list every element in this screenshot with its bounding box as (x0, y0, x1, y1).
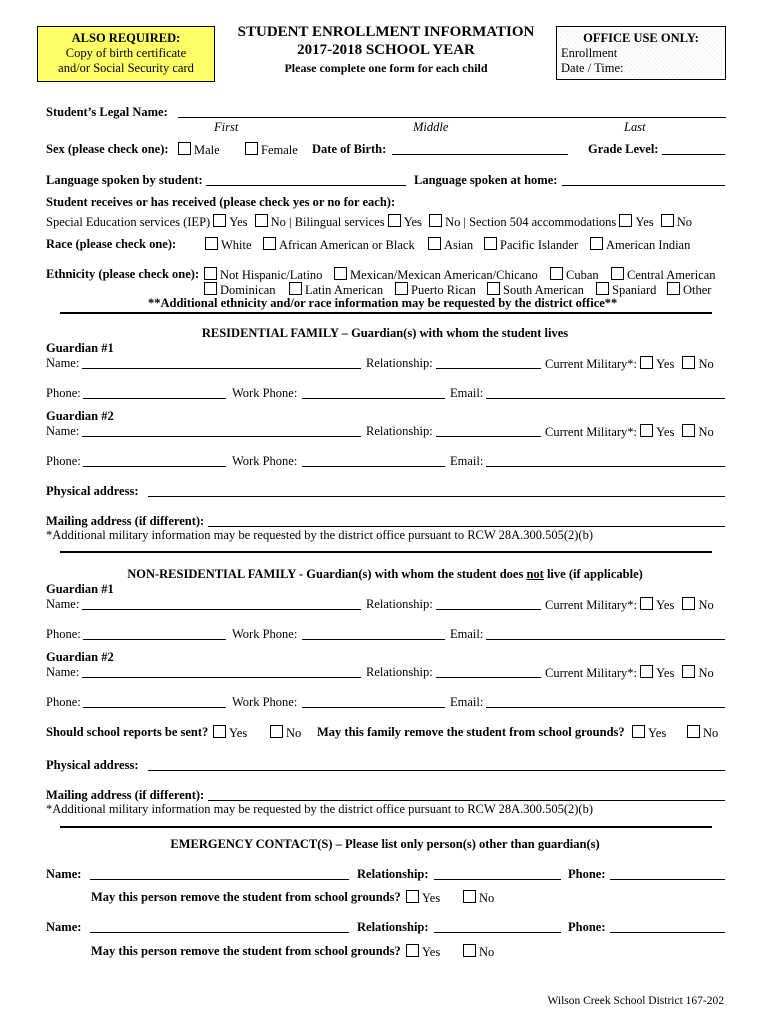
sped-yes-checkbox[interactable] (213, 214, 226, 227)
office-title: OFFICE USE ONLY: (583, 31, 699, 45)
sex-female (245, 142, 298, 158)
nonres-physical-label: Physical address: (46, 758, 139, 772)
ec2-relationship-field[interactable] (434, 932, 561, 933)
res-g2-name-label: Name: (46, 424, 80, 438)
eth-other-label: Other (683, 283, 712, 297)
res-physical-field[interactable] (148, 496, 725, 497)
res-g1-name-label: Name: (46, 356, 80, 370)
nonres-physical-field[interactable] (148, 770, 725, 771)
bilingual-no-checkbox[interactable] (429, 214, 442, 227)
race-black-checkbox[interactable] (263, 237, 276, 250)
nonres-mailing-field[interactable] (208, 800, 725, 801)
section-divider (60, 551, 712, 553)
eth-mexican (334, 267, 538, 283)
form-subtitle: Please complete one form for each child (284, 61, 488, 75)
reports-yes (213, 725, 247, 741)
ec2-remove-label: May this person remove the student from school grounds? (91, 944, 401, 958)
nonres-guardian2-label: Guardian #2 (46, 650, 114, 664)
res-g2-email-label: Email: (450, 454, 484, 468)
eth-not-hispanic-label: Not Hispanic/Latino (220, 268, 323, 282)
bilingual-yes-label: Yes (403, 215, 422, 229)
res-g2-military-no-checkbox[interactable] (682, 424, 695, 437)
bilingual-yes-checkbox[interactable] (388, 214, 401, 227)
eth-mexican-label: Mexican/Mexican American/Chicano (350, 268, 538, 282)
last-caption: Last (624, 120, 646, 134)
ec1-remove-no (463, 890, 494, 906)
section-divider (60, 312, 712, 314)
res-g2-work-phone-field[interactable] (302, 466, 445, 467)
middle-caption: Middle (413, 120, 449, 134)
lang-home-field[interactable] (562, 185, 725, 186)
ec1-phone-field[interactable] (610, 879, 725, 880)
nonres-guardian1-label: Guardian #1 (46, 582, 114, 596)
eth-puerto-rican-checkbox[interactable] (395, 282, 408, 295)
res-g2-phone-label: Phone: (46, 454, 81, 468)
family-remove-no-label: No (703, 726, 719, 740)
form-title: STUDENT ENROLLMENT INFORMATION (237, 24, 535, 40)
nonres-military-note: *Additional military information may be requested by the district office pursuant to RCW 28A.300.505(2)(b) (46, 802, 593, 816)
family-remove-yes-checkbox[interactable] (632, 725, 645, 738)
nonres-g1-relationship-label: Relationship: (366, 597, 433, 611)
race-asian-label: Asian (444, 238, 474, 252)
eth-other-checkbox[interactable] (667, 282, 680, 295)
female-label: Female (261, 143, 298, 157)
legal-name-field[interactable] (178, 117, 726, 118)
res-g2-name-field[interactable] (82, 436, 361, 437)
sec504-label: Section 504 accommodations (469, 215, 617, 229)
eth-central-american-checkbox[interactable] (611, 267, 624, 280)
ec2-remove-no-checkbox[interactable] (463, 944, 476, 957)
bilingual-label: Bilingual services (294, 215, 385, 229)
sped-no-label: No (270, 215, 286, 229)
race-american-indian-checkbox[interactable] (590, 237, 603, 250)
race-white (205, 237, 252, 253)
res-mailing-label: Mailing address (if different): (46, 514, 205, 528)
nonres-g2-email-label: Email: (450, 695, 484, 709)
eth-not-hispanic (204, 267, 322, 283)
nonres-heading-a: NON-RESIDENTIAL FAMILY - Guardian(s) with whom the student does (127, 567, 527, 581)
res-g1-relationship-label: Relationship: (366, 356, 433, 370)
res-guardian2-label: Guardian #2 (46, 409, 114, 423)
ec1-remove-no-checkbox[interactable] (463, 890, 476, 903)
office-date-time: Date / Time: (561, 61, 624, 75)
legal-name-label: Student’s Legal Name: (46, 105, 168, 119)
ec2-phone-label: Phone: (568, 920, 606, 934)
nonres-g1-military (545, 597, 714, 613)
yes-label: Yes (656, 666, 675, 680)
no-label: No (698, 357, 714, 371)
ec1-remove-yes-checkbox[interactable] (406, 890, 419, 903)
nonres-g2-relationship-label: Relationship: (366, 665, 433, 679)
sec504-no-label: No (676, 215, 693, 229)
race-white-label: White (221, 238, 252, 252)
res-g1-work-phone-label: Work Phone: (232, 386, 298, 400)
eth-mexican-checkbox[interactable] (334, 267, 347, 280)
reports-no-checkbox[interactable] (270, 725, 283, 738)
grade-field[interactable] (662, 154, 725, 155)
res-mailing-field[interactable] (208, 526, 725, 527)
no-label: No (698, 598, 714, 612)
ec1-relationship-label: Relationship: (357, 867, 429, 881)
reports-yes-label: Yes (229, 726, 248, 740)
yes-label: Yes (656, 357, 675, 371)
dob-label: Date of Birth: (312, 142, 387, 156)
race-american-indian-label: American Indian (606, 238, 691, 252)
race-pacific-checkbox[interactable] (484, 237, 497, 250)
also-required-box (37, 26, 215, 82)
eth-dominican-label: Dominican (220, 283, 276, 297)
res-g1-military-label: Current Military*: (545, 357, 637, 371)
nonres-g2-relationship-field[interactable] (436, 677, 541, 678)
family-remove-no (687, 725, 718, 741)
nonres-g1-work-phone-field[interactable] (302, 639, 445, 640)
ec2-relationship-label: Relationship: (357, 920, 429, 934)
ec2-remove-no-label: No (479, 945, 495, 959)
nonres-g1-military-label: Current Military*: (545, 598, 637, 612)
yes-label: Yes (656, 425, 675, 439)
eth-not-hispanic-checkbox[interactable] (204, 267, 217, 280)
nonres-g2-military-no-checkbox[interactable] (682, 665, 695, 678)
family-remove-label: May this family remove the student from school grounds? (317, 725, 625, 739)
sec504-yes-checkbox[interactable] (619, 214, 632, 227)
grade-label: Grade Level: (588, 142, 659, 156)
res-physical-label: Physical address: (46, 484, 139, 498)
ec1-remove-yes (406, 890, 440, 906)
nonres-mailing-label: Mailing address (if different): (46, 788, 205, 802)
res-g1-military-yes-checkbox[interactable] (640, 356, 653, 369)
res-g2-military-label: Current Military*: (545, 425, 637, 439)
res-guardian1-label: Guardian #1 (46, 341, 114, 355)
female-checkbox[interactable] (245, 142, 258, 155)
ec2-phone-field[interactable] (610, 932, 725, 933)
sped-yes-label: Yes (229, 215, 248, 229)
ec2-remove-yes (406, 944, 440, 960)
res-g2-relationship-label: Relationship: (366, 424, 433, 438)
also-required-title: ALSO REQUIRED: (71, 31, 181, 45)
also-required-line2: and/or Social Security card (58, 61, 194, 75)
sped-no-checkbox[interactable] (255, 214, 268, 227)
male-checkbox[interactable] (178, 142, 191, 155)
race-black (263, 237, 415, 253)
ec2-name-field[interactable] (90, 932, 349, 933)
nonres-g1-military-yes-checkbox[interactable] (640, 597, 653, 610)
separator: | (289, 215, 292, 229)
section-divider (60, 826, 712, 828)
eth-central-american-label: Central American (627, 268, 716, 282)
no-label: No (698, 425, 714, 439)
nonres-g2-name-field[interactable] (82, 677, 361, 678)
nonres-g1-name-label: Name: (46, 597, 80, 611)
ec1-name-field[interactable] (90, 879, 349, 880)
race-pacific-label: Pacific Islander (500, 238, 579, 252)
res-g1-relationship-field[interactable] (436, 368, 541, 369)
res-g2-phone-field[interactable] (83, 466, 226, 467)
res-g2-relationship-field[interactable] (436, 436, 541, 437)
family-remove-yes-label: Yes (648, 726, 667, 740)
ec1-remove-no-label: No (479, 891, 495, 905)
reports-no (270, 725, 301, 741)
emergency-heading: EMERGENCY CONTACT(S) – Please list only person(s) other than guardian(s) (170, 837, 600, 851)
res-g2-email-field[interactable] (486, 466, 725, 467)
eth-south-american-checkbox[interactable] (487, 282, 500, 295)
no-label: No (698, 666, 714, 680)
nonres-g2-military-yes-checkbox[interactable] (640, 665, 653, 678)
reports-yes-checkbox[interactable] (213, 725, 226, 738)
ec1-name-label: Name: (46, 867, 82, 881)
race-black-label: African American or Black (279, 238, 415, 252)
nonres-g1-work-phone-label: Work Phone: (232, 627, 298, 641)
eth-south-american-label: South American (503, 283, 584, 297)
nonres-g2-phone-field[interactable] (83, 707, 226, 708)
eth-dominican-checkbox[interactable] (204, 282, 217, 295)
reports-label: Should school reports be sent? (46, 725, 209, 739)
nonres-heading-b: live (if applicable) (543, 567, 643, 581)
ec2-remove-yes-label: Yes (422, 945, 441, 959)
sec504-no-checkbox[interactable] (661, 214, 674, 227)
nonres-g2-military-label: Current Military*: (545, 666, 637, 680)
lang-student-label: Language spoken by student: (46, 173, 203, 187)
res-g1-military (545, 356, 714, 372)
services-label: Student receives or has received (please check yes or no for each): (46, 195, 396, 209)
nonres-g2-name-label: Name: (46, 665, 80, 679)
dob-field[interactable] (392, 154, 568, 155)
race-pacific (484, 237, 578, 253)
lang-home-label: Language spoken at home: (414, 173, 558, 187)
residential-heading: RESIDENTIAL FAMILY – Guardian(s) with whom the student lives (201, 326, 569, 340)
race-white-checkbox[interactable] (205, 237, 218, 250)
res-g2-work-phone-label: Work Phone: (232, 454, 298, 468)
nonres-g1-name-field[interactable] (82, 609, 361, 610)
also-required-line1: Copy of birth certificate (65, 46, 187, 60)
sped-label: Special Education services (IEP) (46, 215, 211, 229)
sex-male (178, 142, 220, 158)
eth-cuban-label: Cuban (566, 268, 599, 282)
res-g1-name-field[interactable] (82, 368, 361, 369)
nonres-heading-not: not (526, 567, 544, 581)
res-g1-work-phone-field[interactable] (302, 398, 445, 399)
ec1-remove-label: May this person remove the student from school grounds? (91, 890, 401, 904)
ec1-phone-label: Phone: (568, 867, 606, 881)
res-military-note: *Additional military information may be requested by the district office pursuant to RCW 28A.300.505(2)(b) (46, 528, 593, 542)
sex-label: Sex (please check one): (46, 142, 169, 156)
yes-label: Yes (656, 598, 675, 612)
nonres-g1-phone-field[interactable] (83, 639, 226, 640)
res-g1-email-field[interactable] (486, 398, 725, 399)
ec2-remove-yes-checkbox[interactable] (406, 944, 419, 957)
eth-latin-american-label: Latin American (305, 283, 384, 297)
family-remove-yes (632, 725, 666, 741)
office-use-box (556, 26, 726, 80)
family-remove-no-checkbox[interactable] (687, 725, 700, 738)
sec504-yes-label: Yes (635, 215, 654, 229)
nonres-g1-military-no-checkbox[interactable] (682, 597, 695, 610)
race-label: Race (please check one): (46, 237, 177, 251)
services-row (46, 214, 692, 230)
res-g1-email-label: Email: (450, 386, 484, 400)
res-g2-military-yes-checkbox[interactable] (640, 424, 653, 437)
first-caption: First (214, 120, 239, 134)
nonres-g1-email-label: Email: (450, 627, 484, 641)
separator: | (463, 215, 466, 229)
res-g1-military-no-checkbox[interactable] (682, 356, 695, 369)
office-enrollment: Enrollment (561, 46, 618, 60)
ethnicity-label: Ethnicity (please check one): (46, 267, 200, 281)
school-year: 2017-2018 SCHOOL YEAR (297, 42, 475, 58)
ec2-name-label: Name: (46, 920, 82, 934)
race-asian (428, 237, 473, 253)
race-american-indian (590, 237, 690, 253)
eth-other (667, 282, 711, 298)
nonres-g1-email-field[interactable] (486, 639, 725, 640)
reports-no-label: No (286, 726, 302, 740)
nonres-g2-work-phone-field[interactable] (302, 707, 445, 708)
additional-info-note: **Additional ethnicity and/or race information may be requested by the district office** (148, 296, 618, 310)
eth-latin-american-checkbox[interactable] (289, 282, 302, 295)
bilingual-no-label: No (445, 215, 461, 229)
ec1-relationship-field[interactable] (434, 879, 561, 880)
ec1-remove-yes-label: Yes (422, 891, 441, 905)
eth-cuban-checkbox[interactable] (550, 267, 563, 280)
eth-cuban (550, 267, 599, 283)
race-asian-checkbox[interactable] (428, 237, 441, 250)
res-g2-military (545, 424, 714, 440)
ec2-remove-no (463, 944, 494, 960)
nonres-g2-work-phone-label: Work Phone: (232, 695, 298, 709)
eth-spaniard-checkbox[interactable] (596, 282, 609, 295)
male-label: Male (194, 143, 220, 157)
nonres-g2-military (545, 665, 714, 681)
eth-spaniard-label: Spaniard (612, 283, 657, 297)
nonresidential-heading (0, 567, 770, 582)
nonres-g2-email-field[interactable] (486, 707, 725, 708)
nonres-g1-relationship-field[interactable] (436, 609, 541, 610)
res-g1-phone-label: Phone: (46, 386, 81, 400)
eth-puerto-rican-label: Puerto Rican (411, 283, 476, 297)
nonres-g1-phone-label: Phone: (46, 627, 81, 641)
lang-student-field[interactable] (206, 185, 406, 186)
res-g1-phone-field[interactable] (83, 398, 226, 399)
nonres-g2-phone-label: Phone: (46, 695, 81, 709)
eth-central-american (611, 267, 716, 283)
footer-district: Wilson Creek School District 167-202 (547, 995, 724, 1007)
